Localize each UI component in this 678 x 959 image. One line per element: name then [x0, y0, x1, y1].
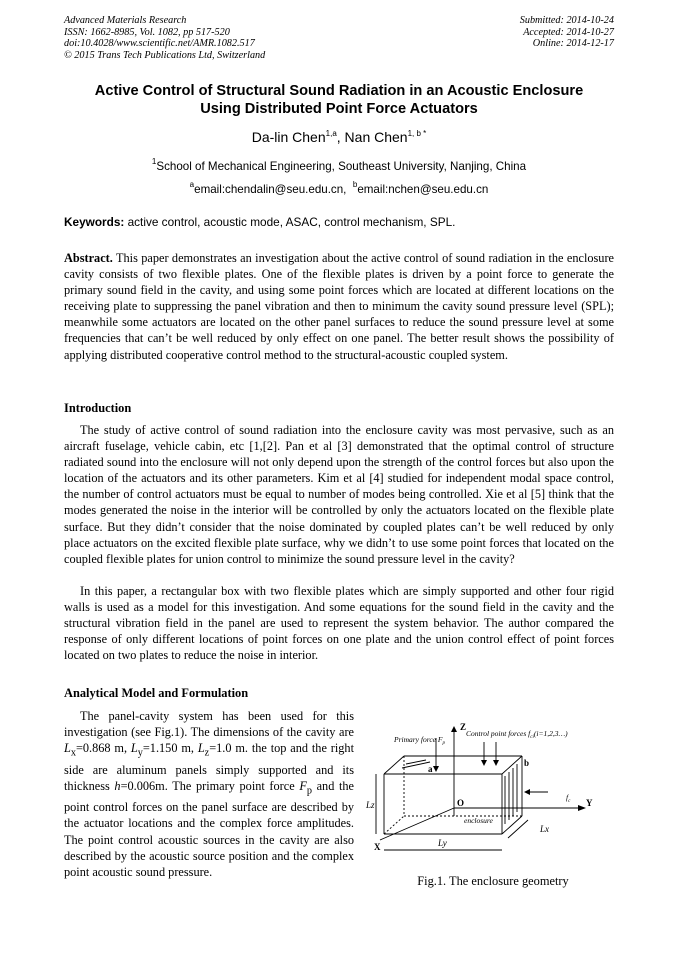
author-2: Nan Chen — [344, 129, 408, 145]
email-b-marker: b — [352, 180, 358, 189]
author-1-affil: 1,a — [325, 129, 337, 138]
x-label: X — [374, 842, 381, 852]
y-label: Y — [586, 798, 593, 808]
abstract-label: Abstract. — [64, 251, 113, 265]
abstract — [64, 250, 614, 363]
keywords-text: active control, acoustic mode, ASAC, control mechanism, SPL. — [124, 215, 456, 229]
email-a[interactable]: email:chendalin@seu.edu.cn, — [194, 183, 347, 196]
control-arrowhead — [481, 760, 487, 766]
control-arrowhead — [524, 789, 530, 795]
hatch-line — [402, 762, 430, 768]
author-2-affil: 1, b * — [407, 129, 427, 138]
analytical-text-2: and the point control forces on the panel surface are described by the actuator locations and the complex force amplitudes. The point control acoustic sources in the cavity are also described by the acoustic source position and the complex point acoustic sound pressure. — [64, 778, 355, 879]
analytical-paragraph — [64, 708, 354, 880]
keywords-label: Keywords: — [64, 215, 125, 229]
fp-symbol: F — [299, 778, 307, 793]
lx-dimension — [508, 820, 528, 838]
point-b-label: b — [524, 758, 530, 768]
ly-symbol: L — [130, 741, 138, 756]
title-line-1: Active Control of Structural Sound Radiation in an Acoustic Enclosure — [94, 83, 584, 99]
affiliation-marker: 1 — [151, 157, 157, 166]
control-arrowhead — [493, 760, 499, 766]
journal-header — [64, 15, 265, 61]
fc-label: $f_c$ — [566, 793, 571, 804]
abstract-text: This paper demonstrates an investigation about the active control of sound radiation in the enclosure cavity consists of two flexible plates. One of the flexible plates is driven by a point force to generate the primary sound field in the cavity, and using some point forces which are located at different locations on the receiving plate to suppressing the panel vibration and then to minimum the cavity sound pressure level (SPL); meanwhile some actuators are located on the other panel surfaces to reduce the sound pressure level at some frequencies that can’t be well reduced by only effect on one panel. The better result shows the possibility of applying distributed cooperative control method to the structural-acoustic coupled system. — [64, 251, 614, 362]
lz-symbol: L — [197, 741, 205, 756]
paper-title — [50, 82, 628, 118]
control-force-label: Control point forces $f_{ci}(i=1,2,3\dots)$ — [466, 729, 568, 740]
keywords — [64, 215, 614, 229]
x-axis — [380, 808, 454, 840]
accepted-date: Accepted: 2014-10-27 — [523, 26, 614, 38]
box-edge — [502, 756, 522, 774]
lx-label: Lx — [540, 824, 549, 834]
analytical-text-1: The panel-cavity system has been used for this investigation (see Fig.1). The dimensions of the cavity are — [64, 709, 354, 740]
affiliation-text: School of Mechanical Engineering, Southeast University, Nanjing, China — [156, 160, 527, 173]
figure-caption: Fig.1. The enclosure geometry — [417, 874, 569, 888]
y-arrowhead — [578, 805, 586, 811]
introduction-paragraph-1: The study of active control of sound radiation into the enclosure cavity was most pervasive, such as an aircraft fuselage, vehicle cabin, etc [1,[2]. Pan et al [3] demonstrated that the optimal control of structure radiated sound into the enclosure will not only depend upon the strength of the control forces but also upon the location of the actuators and its other parameters. Kim et al [4] studied for independent modal space control, the number of control actuators must be equal to number of modes being controlled. Xie et al [5] think that the modes generated the noise in the interior will be controlled by only the actuators located on the flexible plate surface. But they didn’t consider that the noise dominated by coupled plates can’t be well reduced by only place actuators on the excited flexible plate surface, why we didn’t to use some point forces that located on the coupled flexible plates for union control to minimize the sound pressure level in the cavity? — [64, 423, 614, 566]
ly-label: Ly — [438, 838, 447, 848]
online-date: Online: 2014-12-17 — [532, 38, 614, 50]
lx-value: =0.868 m, — [75, 741, 131, 756]
copyright: © 2015 Trans Tech Publications Ltd, Switzerland — [64, 49, 266, 61]
fp-sub: p — [306, 785, 312, 797]
lz-value: =1.0 m. the top and the right side are aluminum panels simply supported and its thickness — [64, 741, 354, 793]
emails — [0, 180, 678, 196]
introduction-heading: Introduction — [64, 401, 132, 415]
z-arrowhead — [451, 726, 457, 732]
lz-label: Lz — [366, 800, 375, 810]
origin-label: O — [457, 798, 465, 808]
lx-sub: x — [70, 747, 76, 759]
author-1: Da-lin Chen — [251, 129, 326, 145]
journal-name: Advanced Materials Research — [64, 15, 187, 26]
analytical-heading: Analytical Model and Formulation — [64, 686, 249, 700]
box-edge — [384, 756, 404, 774]
ly-value: =1.150 m, — [142, 741, 198, 756]
doi-link[interactable]: doi:10.4028/www.scientific.net/AMR.1082.517 — [64, 38, 255, 50]
h-symbol: h — [114, 778, 121, 793]
h-value: =0.006m. The primary point force — [120, 778, 300, 793]
dates-header — [520, 15, 614, 50]
lz-sub: z — [204, 747, 210, 759]
ly-sub: y — [137, 747, 143, 759]
enclosure-figure — [366, 716, 614, 876]
primary-arrowhead — [433, 766, 439, 772]
submitted-date: Submitted: 2014-10-24 — [519, 15, 614, 26]
enclosure-label: enclosure — [464, 816, 493, 825]
email-b[interactable]: email:nchen@seu.edu.cn — [357, 183, 489, 196]
point-a-label: a — [428, 764, 433, 774]
author-separator: , — [336, 129, 345, 145]
author-list — [0, 129, 678, 145]
lx-symbol: L — [64, 741, 71, 756]
title-line-2: Using Distributed Point Force Actuators — [200, 101, 478, 117]
introduction-paragraph-2: In this paper, a rectangular box with two flexible plates which are simply supported and other four rigid walls is used as a model for this investigation. And some equations for the sound field in the cavity and the structural vibration field in the panel are used to represent the system behavior. The author compared the response of only different locations of point forces on one plate and the union control effect of point forces located on two plates to reduce the noise in interior. — [64, 584, 614, 663]
z-label: Z — [460, 722, 467, 732]
affiliation — [0, 157, 678, 173]
primary-force-label: Primary force $F_p$ — [394, 735, 445, 746]
issn: ISSN: 1662-8985, Vol. 1082, pp 517-520 — [64, 26, 230, 38]
email-a-marker: a — [189, 180, 195, 189]
